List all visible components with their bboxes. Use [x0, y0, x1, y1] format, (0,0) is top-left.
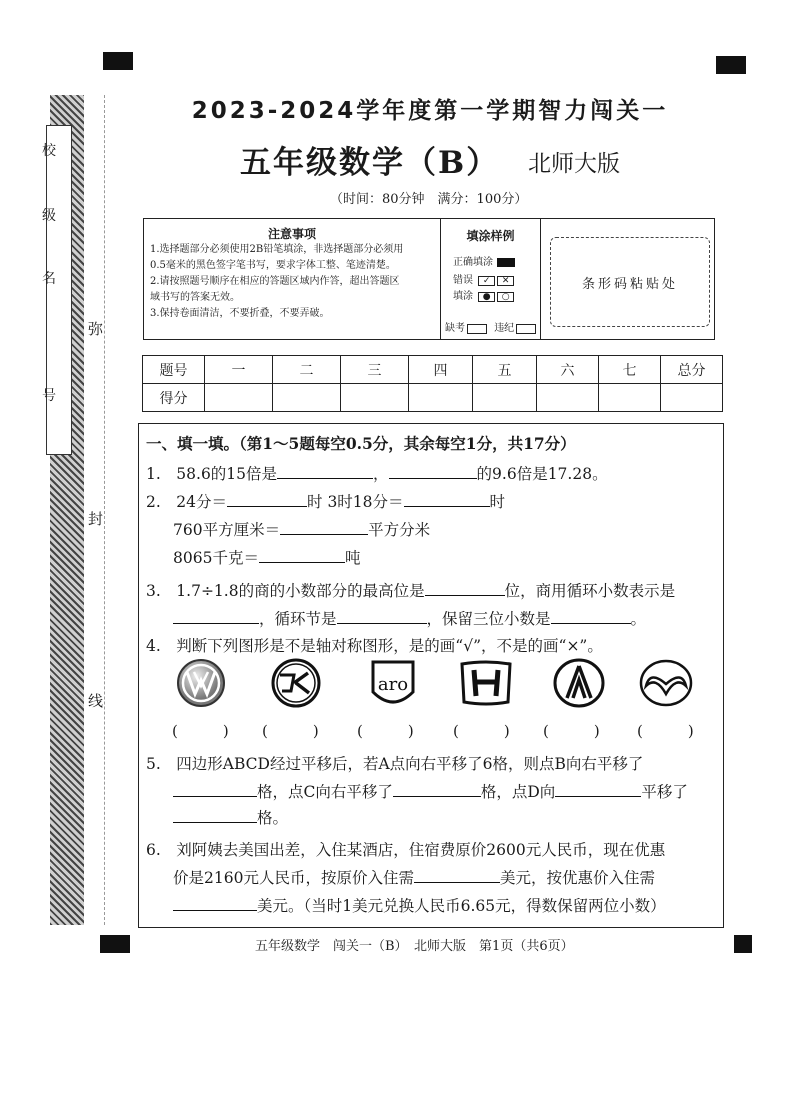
wrong-fill-row	[453, 271, 514, 286]
cross-box-icon: ✕	[497, 276, 514, 286]
q5-text: 格，点D向	[480, 783, 556, 801]
question-3b	[173, 607, 646, 629]
table-row	[143, 356, 723, 384]
q1-text: ，	[373, 465, 389, 483]
notice-line: 2.请按照题号顺序在相应的答题区域内作答，超出答题区	[150, 276, 400, 287]
q1-text: 1. 58.6的15倍是	[146, 465, 278, 483]
aro-logo-icon	[365, 658, 421, 708]
barcode-label: 条形码粘贴处	[581, 276, 678, 292]
edition-label: 北师大版	[528, 151, 620, 177]
answer-paren[interactable]: ( )	[453, 722, 510, 740]
answer-paren[interactable]: ( )	[172, 722, 229, 740]
q2-text: 2. 24分＝	[146, 493, 228, 511]
absent-violation-row	[445, 319, 536, 334]
q2-text: 760平方厘米＝	[173, 521, 281, 539]
q2-text: 时	[489, 493, 506, 511]
seal-line	[104, 95, 105, 925]
q3-text: 位，商用循环小数表示是	[504, 582, 676, 600]
question-4: 4. 判断下列图形是不是轴对称图形，是的画“√”，不是的画“×”。	[146, 637, 603, 655]
question-2	[146, 490, 505, 512]
score-cell[interactable]	[537, 384, 599, 412]
question-6: 6. 刘阿姨去美国出差，入住某酒店，住宿费原价2600元人民币，现在优惠	[146, 841, 666, 859]
answer-blank[interactable]	[337, 610, 427, 624]
answer-blank[interactable]	[393, 783, 481, 797]
binding-info-strip	[46, 125, 72, 455]
question-3	[146, 579, 675, 601]
q3-text: 3. 1.7÷1.8的商的小数部分的最高位是	[146, 582, 425, 600]
q6-text: 美元，按优惠价入住需	[499, 869, 655, 887]
binding-field-school: 校	[42, 143, 56, 159]
registration-mark-bottom-right	[734, 935, 752, 953]
score-cell[interactable]	[341, 384, 409, 412]
time-score-info: （时间：80分钟 满分：100分）	[330, 192, 528, 207]
score-cell[interactable]	[273, 384, 341, 412]
q3-text: ，保留三位小数是	[426, 610, 551, 628]
notice-panel	[143, 218, 715, 340]
honda-logo-icon	[458, 658, 514, 708]
q2-text: 吨	[344, 549, 361, 567]
table-cell: 得分	[143, 384, 205, 412]
question-6b	[173, 866, 655, 888]
score-table	[142, 355, 723, 412]
notice-section	[144, 219, 441, 339]
answer-blank[interactable]	[414, 869, 500, 883]
score-cell[interactable]	[205, 384, 273, 412]
registration-mark-top-left	[103, 52, 133, 70]
wrong-fill-row-2	[453, 287, 514, 302]
answer-blank[interactable]	[277, 465, 373, 479]
table-cell: 四	[409, 356, 473, 384]
q6-text: 价是2160元人民币，按原价入住需	[173, 869, 414, 887]
q3-text: 。	[630, 610, 647, 628]
q5-text: 格。	[257, 809, 289, 827]
registration-mark-bottom-left	[100, 935, 130, 953]
table-cell: 题号	[143, 356, 205, 384]
seal-word-2: 封	[88, 510, 104, 528]
q2-text: 时 3时18分＝	[307, 493, 404, 511]
answer-blank[interactable]	[280, 521, 368, 535]
answer-paren[interactable]: ( )	[357, 722, 414, 740]
question-5b	[173, 780, 688, 802]
fill-sample-title: 填涂样例	[466, 229, 515, 243]
answer-blank[interactable]	[551, 610, 631, 624]
wrong-fill-label: 错误	[453, 275, 473, 286]
page-footer: 五年级数学 闯关一（B） 北师大版 第1页（共6页）	[255, 939, 574, 954]
absent-checkbox[interactable]	[467, 324, 487, 334]
question-5c	[173, 806, 288, 828]
score-cell[interactable]	[473, 384, 537, 412]
notice-title: 注意事项	[267, 227, 316, 241]
answer-paren[interactable]: ( )	[543, 722, 600, 740]
acura-logo-icon	[551, 658, 607, 708]
table-cell: 二	[273, 356, 341, 384]
correct-fill-label: 正确填涂	[453, 257, 493, 268]
table-cell: 六	[537, 356, 599, 384]
section-heading: 一、填一填。（第1～5题每空0.5分，其余每空1分，共17分）	[146, 434, 576, 453]
violation-checkbox[interactable]	[516, 324, 536, 334]
violation-label: 违纪	[494, 323, 515, 334]
score-cell[interactable]	[409, 384, 473, 412]
binding-field-number: 号	[42, 388, 56, 404]
check-box-icon: ✓	[478, 276, 495, 286]
notice-line: 3.保持卷面清洁，不要折叠，不要弄破。	[150, 308, 330, 319]
answer-blank[interactable]	[259, 549, 345, 563]
q5-text: 格，点C向右平移了	[257, 783, 393, 801]
seal-word-3: 线	[88, 692, 104, 710]
score-cell[interactable]	[661, 384, 723, 412]
table-cell: 七	[599, 356, 661, 384]
notice-line: 0.5毫米的黑色签字笔书写，要求字体工整、笔迹清楚。	[150, 260, 396, 271]
binding-field-name: 名	[42, 271, 56, 287]
answer-blank[interactable]	[425, 582, 505, 596]
q6-text: 美元。（当时1美元兑换人民币6.65元，得数保留两位小数）	[257, 897, 666, 915]
q2-text: 8065千克＝	[173, 549, 259, 567]
q5-text: 平移了	[641, 783, 688, 801]
dot-box-icon: ●	[478, 292, 495, 302]
q3-text: ，循环节是	[259, 610, 337, 628]
table-cell: 一	[205, 356, 273, 384]
answer-blank[interactable]	[404, 493, 490, 507]
table-cell: 五	[473, 356, 537, 384]
answer-blank[interactable]	[173, 809, 257, 823]
q1-text: 的9.6倍是17.28。	[476, 465, 608, 483]
answer-paren[interactable]: ( )	[637, 722, 694, 740]
mazda-logo-icon	[638, 658, 694, 708]
question-5: 5. 四边形ABCD经过平移后，若A点向右平移了6格，则点B向右平移了	[146, 755, 644, 773]
table-row	[143, 384, 723, 412]
vw-logo-icon	[173, 658, 229, 708]
wrong-fill-label-2: 填涂	[453, 291, 473, 302]
subject-title: 五年级数学（B）	[240, 145, 500, 181]
answer-blank[interactable]	[227, 493, 307, 507]
absent-label: 缺考	[445, 323, 465, 334]
answer-blank[interactable]	[555, 783, 641, 797]
answer-blank[interactable]	[173, 897, 257, 911]
table-cell: 三	[341, 356, 409, 384]
registration-mark-top-right	[716, 56, 746, 74]
question-1	[146, 462, 608, 484]
question-2c	[173, 546, 360, 568]
answer-blank[interactable]	[173, 783, 257, 797]
filled-box-icon	[497, 258, 515, 267]
notice-line: 域书写的答案无效。	[150, 292, 240, 303]
k-logo-icon	[268, 658, 324, 708]
answer-blank[interactable]	[173, 610, 259, 624]
barcode-area	[550, 237, 710, 327]
score-cell[interactable]	[599, 384, 661, 412]
question-6c	[173, 894, 666, 916]
notice-line: 1.选择题部分必须使用2B铅笔填涂，非选择题部分必须用	[150, 244, 404, 255]
binding-field-class: 级	[42, 208, 56, 224]
seal-word-1: 弥	[88, 320, 104, 338]
q2-text: 平方分米	[368, 521, 431, 539]
question-2b	[173, 518, 430, 540]
exam-title: 2023-2024学年度第一学期智力闯关一	[191, 98, 669, 124]
svg-text:aro: aro	[377, 674, 409, 695]
table-cell: 总分	[661, 356, 723, 384]
answer-paren[interactable]: ( )	[262, 722, 319, 740]
correct-fill-row	[453, 253, 515, 268]
answer-blank[interactable]	[389, 465, 477, 479]
circle-box-icon: ○	[497, 292, 514, 302]
fill-sample-section	[441, 219, 541, 339]
